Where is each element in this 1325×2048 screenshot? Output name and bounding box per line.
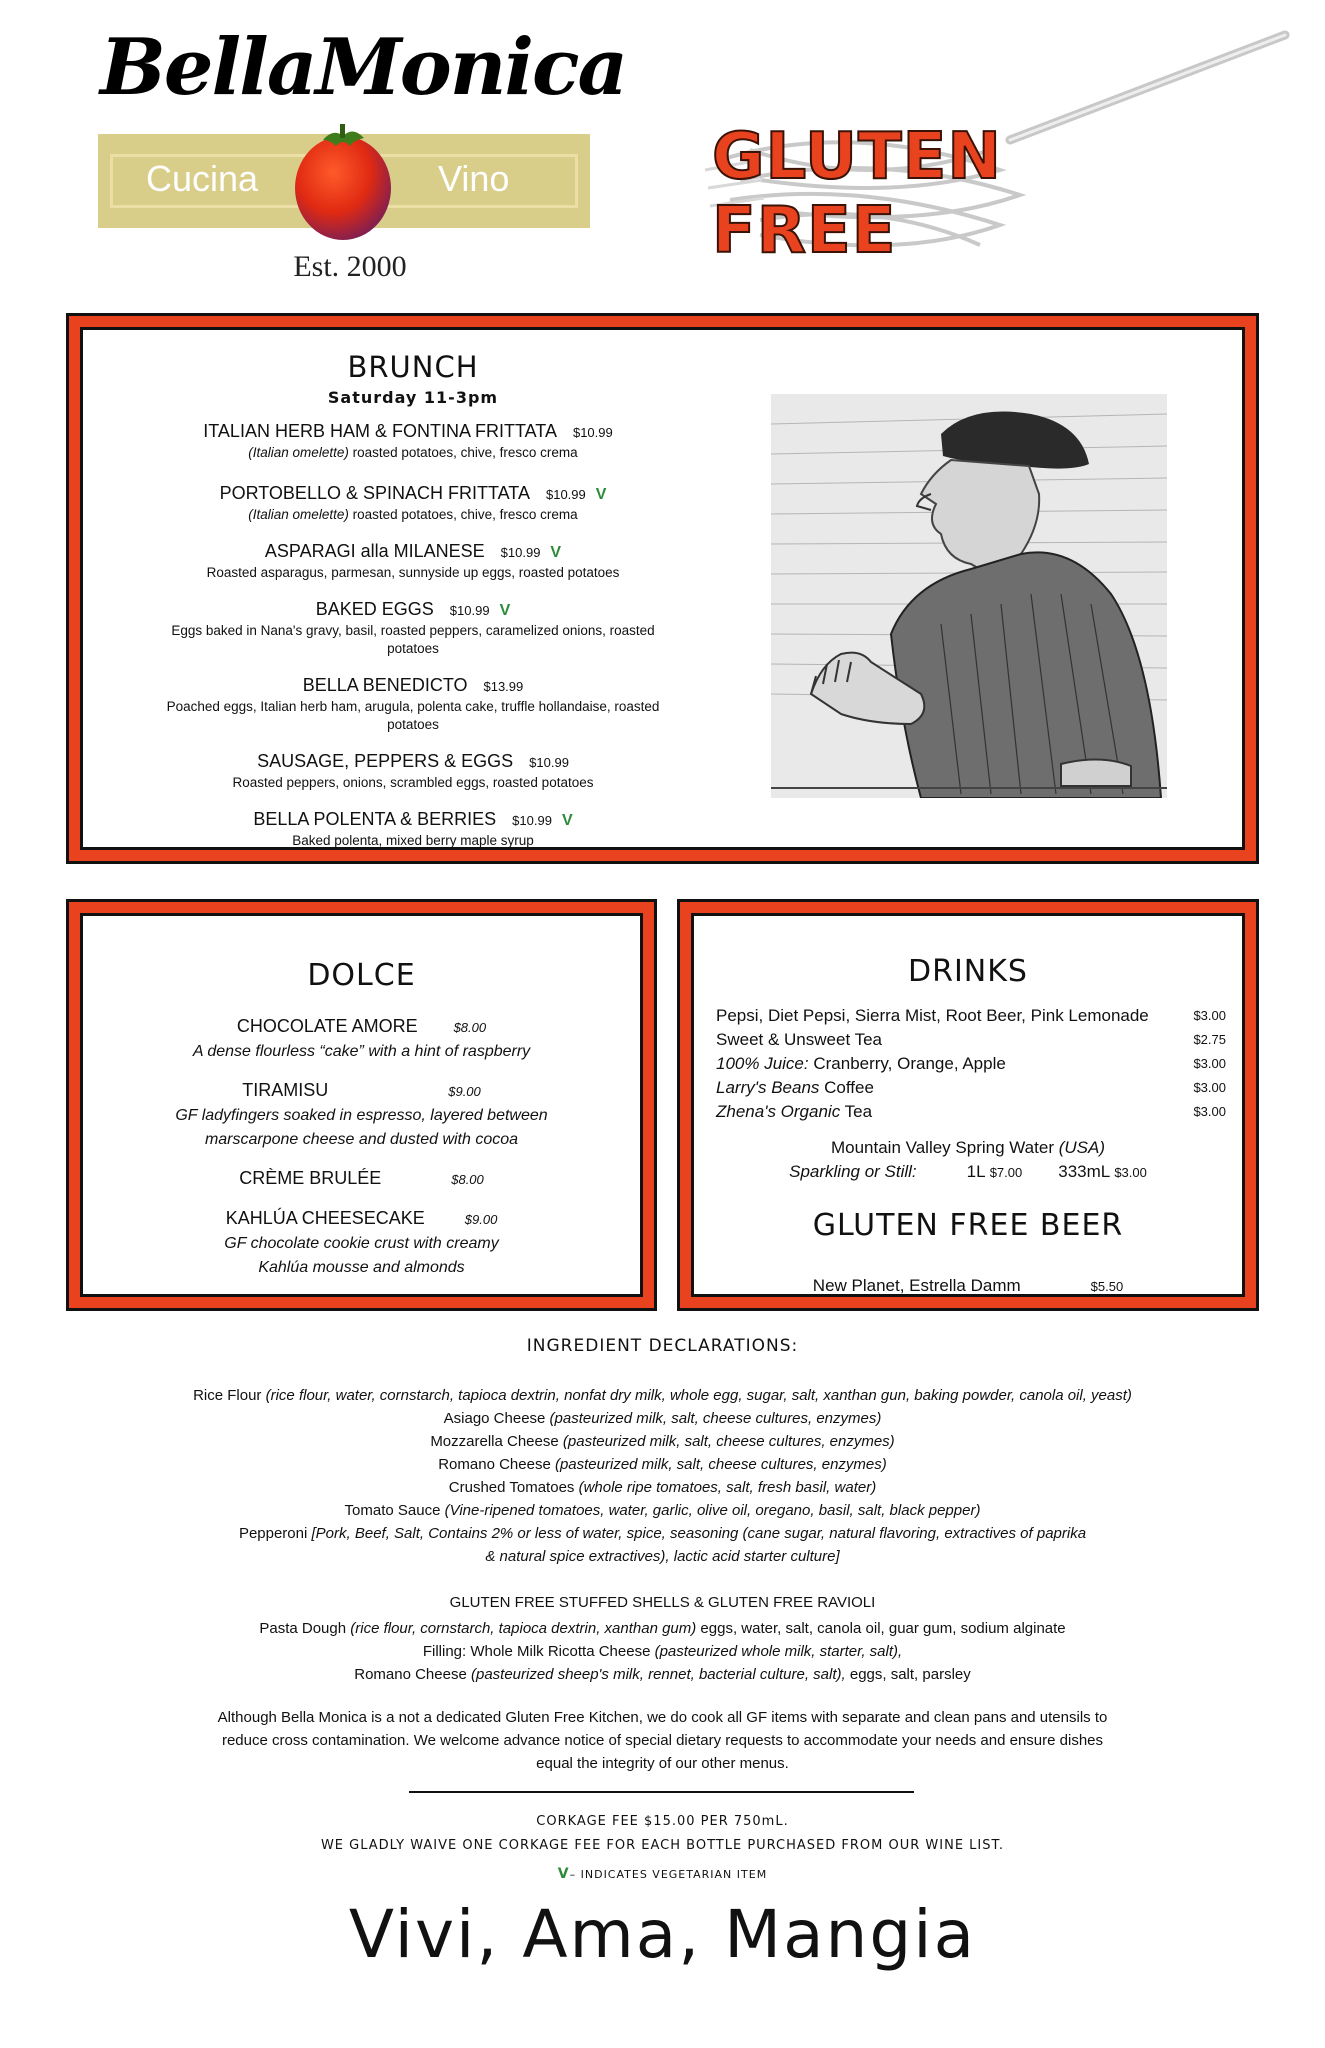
dolce-panel bbox=[66, 899, 657, 1311]
item-price: $10.99 bbox=[449, 603, 490, 618]
dolce-item-list bbox=[83, 1014, 640, 1294]
water-sizes bbox=[694, 1162, 1242, 1182]
dolce-item bbox=[83, 1206, 640, 1280]
brunch-hours: Saturday 11-3pm bbox=[327, 388, 499, 407]
drink-label: Pepsi, Diet Pepsi, Sierra Mist, Root Beer, Pink Lemonade bbox=[716, 1006, 1149, 1025]
brunch-item-list bbox=[83, 420, 743, 850]
ingredient-line bbox=[100, 1476, 1225, 1499]
corkage-fee: CORKAGE FEE $15.00 PER 750mL. bbox=[536, 1814, 789, 1829]
ingredient-detail: (whole ripe tomatoes, salt, fresh basil, water) bbox=[574, 1479, 877, 1496]
item-name: KAHLÚA CHEESECAKE bbox=[225, 1208, 425, 1228]
drinks-panel bbox=[677, 899, 1259, 1311]
item-name: PORTOBELLO & SPINACH FRITTATA bbox=[219, 483, 530, 503]
ingredient-name: Romano Cheese bbox=[438, 1456, 551, 1473]
ingredient-name: Rice Flour bbox=[193, 1387, 262, 1404]
vegetarian-icon: V bbox=[550, 544, 562, 561]
item-price: $9.00 bbox=[448, 1084, 481, 1099]
vegetarian-legend-text: – INDICATES VEGETARIAN ITEM bbox=[569, 1868, 768, 1881]
ingredient-detail: [Pork, Beef, Salt, Contains 2% or less of water, spice, seasoning (cane sugar, natural flavoring, extractives of paprika bbox=[307, 1525, 1087, 1542]
ingredient-line bbox=[100, 1663, 1225, 1686]
item-desc-italic: (Italian omelette) bbox=[248, 445, 349, 460]
divider bbox=[409, 1791, 914, 1793]
brunch-item bbox=[83, 750, 743, 792]
ingredient-line bbox=[100, 1430, 1225, 1453]
gluten-free-title: GLUTEN FREE bbox=[712, 120, 1002, 268]
ingredient-detail: (pasteurized sheep's milk, rennet, bacterial culture, salt), bbox=[466, 1666, 846, 1683]
shells-ingredient-list bbox=[100, 1617, 1225, 1686]
item-desc: marscarpone cheese and dusted with cocoa bbox=[204, 1131, 519, 1148]
ingredient-name: Pepperoni bbox=[238, 1525, 308, 1542]
item-price: $10.99 bbox=[500, 545, 541, 560]
item-desc: roasted potatoes, chive, fresco crema bbox=[348, 507, 578, 522]
item-price: $13.99 bbox=[483, 679, 524, 694]
ingredient-detail: & natural spice extractives), lactic acid starter culture] bbox=[485, 1548, 840, 1565]
water-type: Sparkling or Still: bbox=[789, 1162, 917, 1181]
ingredient-name: Tomato Sauce bbox=[344, 1502, 441, 1519]
drink-row bbox=[716, 1004, 1226, 1028]
ingredient-name: Mozzarella Cheese bbox=[430, 1433, 559, 1450]
ingredient-line bbox=[100, 1384, 1225, 1407]
item-name: BELLA POLENTA & BERRIES bbox=[253, 809, 497, 829]
ingredient-detail: (pasteurized milk, salt, cheese cultures, enzymes) bbox=[545, 1410, 882, 1427]
vegetarian-icon: V bbox=[595, 486, 607, 503]
portrait-engraving-image bbox=[771, 394, 1167, 798]
ingredient-line bbox=[100, 1617, 1225, 1640]
drink-label: Coffee bbox=[819, 1078, 874, 1097]
ingredient-name: Crushed Tomatoes bbox=[448, 1479, 575, 1496]
ingredients-heading: INGREDIENT DECLARATIONS: bbox=[526, 1336, 799, 1356]
ingredient-detail: (rice flour, cornstarch, tapioca dextrin, xanthan gum) bbox=[346, 1620, 697, 1637]
ingredient-detail: (pasteurized whole milk, starter, salt), bbox=[650, 1643, 903, 1660]
drink-label: Sweet & Unsweet Tea bbox=[716, 1030, 882, 1049]
item-name: ITALIAN HERB HAM & FONTINA FRITTATA bbox=[203, 421, 557, 441]
water-price-2: $3.00 bbox=[1114, 1165, 1147, 1180]
drink-brand: Zhena's Organic bbox=[716, 1102, 841, 1121]
drink-row bbox=[716, 1028, 1226, 1052]
item-name: CRÈME BRULÉE bbox=[239, 1168, 382, 1188]
logo-vino: Vino bbox=[438, 158, 510, 199]
dolce-heading: DOLCE bbox=[307, 958, 416, 993]
ingredient-tail: eggs, salt, parsley bbox=[845, 1666, 971, 1683]
ingredient-name: Pasta Dough bbox=[259, 1620, 347, 1637]
tomato-logo-icon bbox=[278, 118, 408, 248]
item-desc: Poached eggs, Italian herb ham, arugula, polenta cake, truffle hollandaise, roasted potatoes bbox=[166, 699, 660, 732]
brunch-item bbox=[83, 482, 743, 524]
logo-wordmark: BellaMonica bbox=[100, 22, 627, 113]
drink-row bbox=[716, 1100, 1226, 1124]
drink-price: $3.00 bbox=[1193, 1056, 1226, 1071]
dolce-item bbox=[83, 1078, 640, 1152]
drink-price: $3.00 bbox=[1193, 1104, 1226, 1119]
drink-brand: 100% Juice: bbox=[716, 1054, 809, 1073]
shells-ravioli-title: GLUTEN FREE STUFFED SHELLS & GLUTEN FREE RAVIOLI bbox=[449, 1594, 876, 1611]
drinks-heading: DRINKS bbox=[908, 954, 1028, 989]
ingredient-line bbox=[100, 1453, 1225, 1476]
ingredient-detail: (rice flour, water, cornstarch, tapioca dextrin, nonfat dry milk, whole egg, sugar, salt, xanthan gun, baking powder, canola oil, yeast) bbox=[261, 1387, 1132, 1404]
item-price: $10.99 bbox=[545, 487, 586, 502]
item-desc: Kahlúa mousse and almonds bbox=[258, 1259, 465, 1276]
item-price: $10.99 bbox=[512, 813, 552, 828]
beer-price: $5.50 bbox=[1090, 1279, 1124, 1294]
ingredient-line bbox=[100, 1499, 1225, 1522]
water-origin: (USA) bbox=[1058, 1138, 1105, 1157]
item-name: ASPARAGI alla MILANESE bbox=[264, 541, 485, 561]
water-size-1: 1L bbox=[966, 1162, 985, 1181]
brunch-item bbox=[83, 540, 743, 582]
ingredient-list bbox=[100, 1384, 1225, 1568]
vegetarian-icon: V bbox=[499, 602, 511, 619]
item-name: SAUSAGE, PEPPERS & EGGS bbox=[257, 751, 514, 771]
drink-row bbox=[716, 1052, 1226, 1076]
water-line bbox=[694, 1138, 1242, 1158]
brunch-item bbox=[83, 420, 743, 462]
item-desc-italic: (Italian omelette) bbox=[248, 507, 349, 522]
item-price: $10.99 bbox=[572, 425, 613, 440]
item-name: BAKED EGGS bbox=[315, 599, 434, 619]
ingredient-tail: eggs, water, salt, canola oil, guar gum, sodium alginate bbox=[696, 1620, 1066, 1637]
item-name: TIRAMISU bbox=[242, 1080, 329, 1100]
vegetarian-legend bbox=[0, 1866, 1325, 1882]
item-desc: GF ladyfingers soaked in espresso, layered between bbox=[175, 1107, 548, 1124]
ingredient-line bbox=[100, 1522, 1225, 1545]
corkage-waive-note: WE GLADLY WAIVE ONE CORKAGE FEE FOR EACH BOTTLE PURCHASED FROM OUR WINE LIST. bbox=[320, 1838, 1005, 1853]
dolce-item bbox=[83, 1166, 640, 1192]
brunch-heading: BRUNCH bbox=[347, 350, 479, 384]
item-desc: roasted potatoes, chive, fresco crema bbox=[348, 445, 578, 460]
water-size-2: 333mL bbox=[1058, 1162, 1110, 1181]
item-desc: Baked polenta, mixed berry maple syrup bbox=[292, 833, 534, 848]
drink-brand: Larry's Beans bbox=[716, 1078, 820, 1097]
drink-price: $3.00 bbox=[1193, 1008, 1226, 1023]
item-name: BELLA BENEDICTO bbox=[302, 675, 468, 695]
drink-price: $2.75 bbox=[1193, 1032, 1226, 1047]
item-price: $8.00 bbox=[451, 1172, 484, 1187]
ingredient-detail: (pasteurized milk, salt, cheese cultures, enzymes) bbox=[558, 1433, 895, 1450]
logo-cucina: Cucina bbox=[146, 158, 259, 199]
beer-line bbox=[694, 1276, 1242, 1296]
item-price: $8.00 bbox=[453, 1020, 487, 1035]
ingredient-name: Filling: Whole Milk Ricotta Cheese bbox=[422, 1643, 651, 1660]
water-name: Mountain Valley Spring Water bbox=[830, 1138, 1054, 1157]
water-price-1: $7.00 bbox=[989, 1165, 1023, 1180]
beer-name: New Planet, Estrella Damm bbox=[812, 1276, 1021, 1295]
ingredient-name: Romano Cheese bbox=[354, 1666, 467, 1683]
item-name: CHOCOLATE AMORE bbox=[236, 1016, 418, 1036]
drink-row bbox=[716, 1076, 1226, 1100]
vegetarian-icon: V bbox=[561, 812, 573, 829]
item-desc: Eggs baked in Nana's gravy, basil, roasted peppers, caramelized onions, roasted potatoes bbox=[171, 623, 655, 656]
brunch-item bbox=[83, 808, 743, 850]
item-desc: A dense flourless “cake” with a hint of raspberry bbox=[192, 1043, 531, 1060]
item-desc: GF chocolate cookie crust with creamy bbox=[224, 1235, 499, 1252]
ingredient-line bbox=[100, 1545, 1225, 1568]
item-price: $10.99 bbox=[529, 755, 569, 770]
beer-heading: GLUTEN FREE BEER bbox=[812, 1208, 1124, 1243]
brunch-item bbox=[163, 598, 663, 658]
vegetarian-icon: V bbox=[557, 1866, 570, 1882]
ingredient-line bbox=[100, 1640, 1225, 1663]
brunch-panel bbox=[66, 313, 1259, 864]
item-price: $9.00 bbox=[464, 1212, 498, 1227]
drink-price: $3.00 bbox=[1193, 1080, 1226, 1095]
established-year: Est. 2000 bbox=[293, 250, 407, 283]
ingredient-detail: (Vine-ripened tomatoes, water, garlic, olive oil, oregano, basil, salt, black pepper) bbox=[440, 1502, 981, 1519]
drink-label: Cranberry, Orange, Apple bbox=[808, 1054, 1006, 1073]
item-desc: Roasted peppers, onions, scrambled eggs, roasted potatoes bbox=[232, 775, 594, 790]
cross-contamination-disclaimer: Although Bella Monica is a not a dedicated Gluten Free Kitchen, we do cook all GF items with separate and clean pans and utensils to reduce cross contamination. We welcome advance notice of special dietary requests to accommodate your needs and ensure dishes equal the integrity of our other menus. bbox=[217, 1709, 1108, 1772]
drinks-list bbox=[716, 1004, 1226, 1124]
ingredient-name: Asiago Cheese bbox=[443, 1410, 546, 1427]
dolce-item bbox=[83, 1014, 640, 1064]
ingredient-detail: (pasteurized milk, salt, cheese cultures, enzymes) bbox=[550, 1456, 887, 1473]
motto: Vivi, Ama, Mangia bbox=[348, 1896, 977, 1973]
ingredient-line bbox=[100, 1407, 1225, 1430]
drink-label: Tea bbox=[840, 1102, 873, 1121]
item-desc: Roasted asparagus, parmesan, sunnyside up eggs, roasted potatoes bbox=[206, 565, 620, 580]
brunch-item bbox=[153, 674, 673, 734]
